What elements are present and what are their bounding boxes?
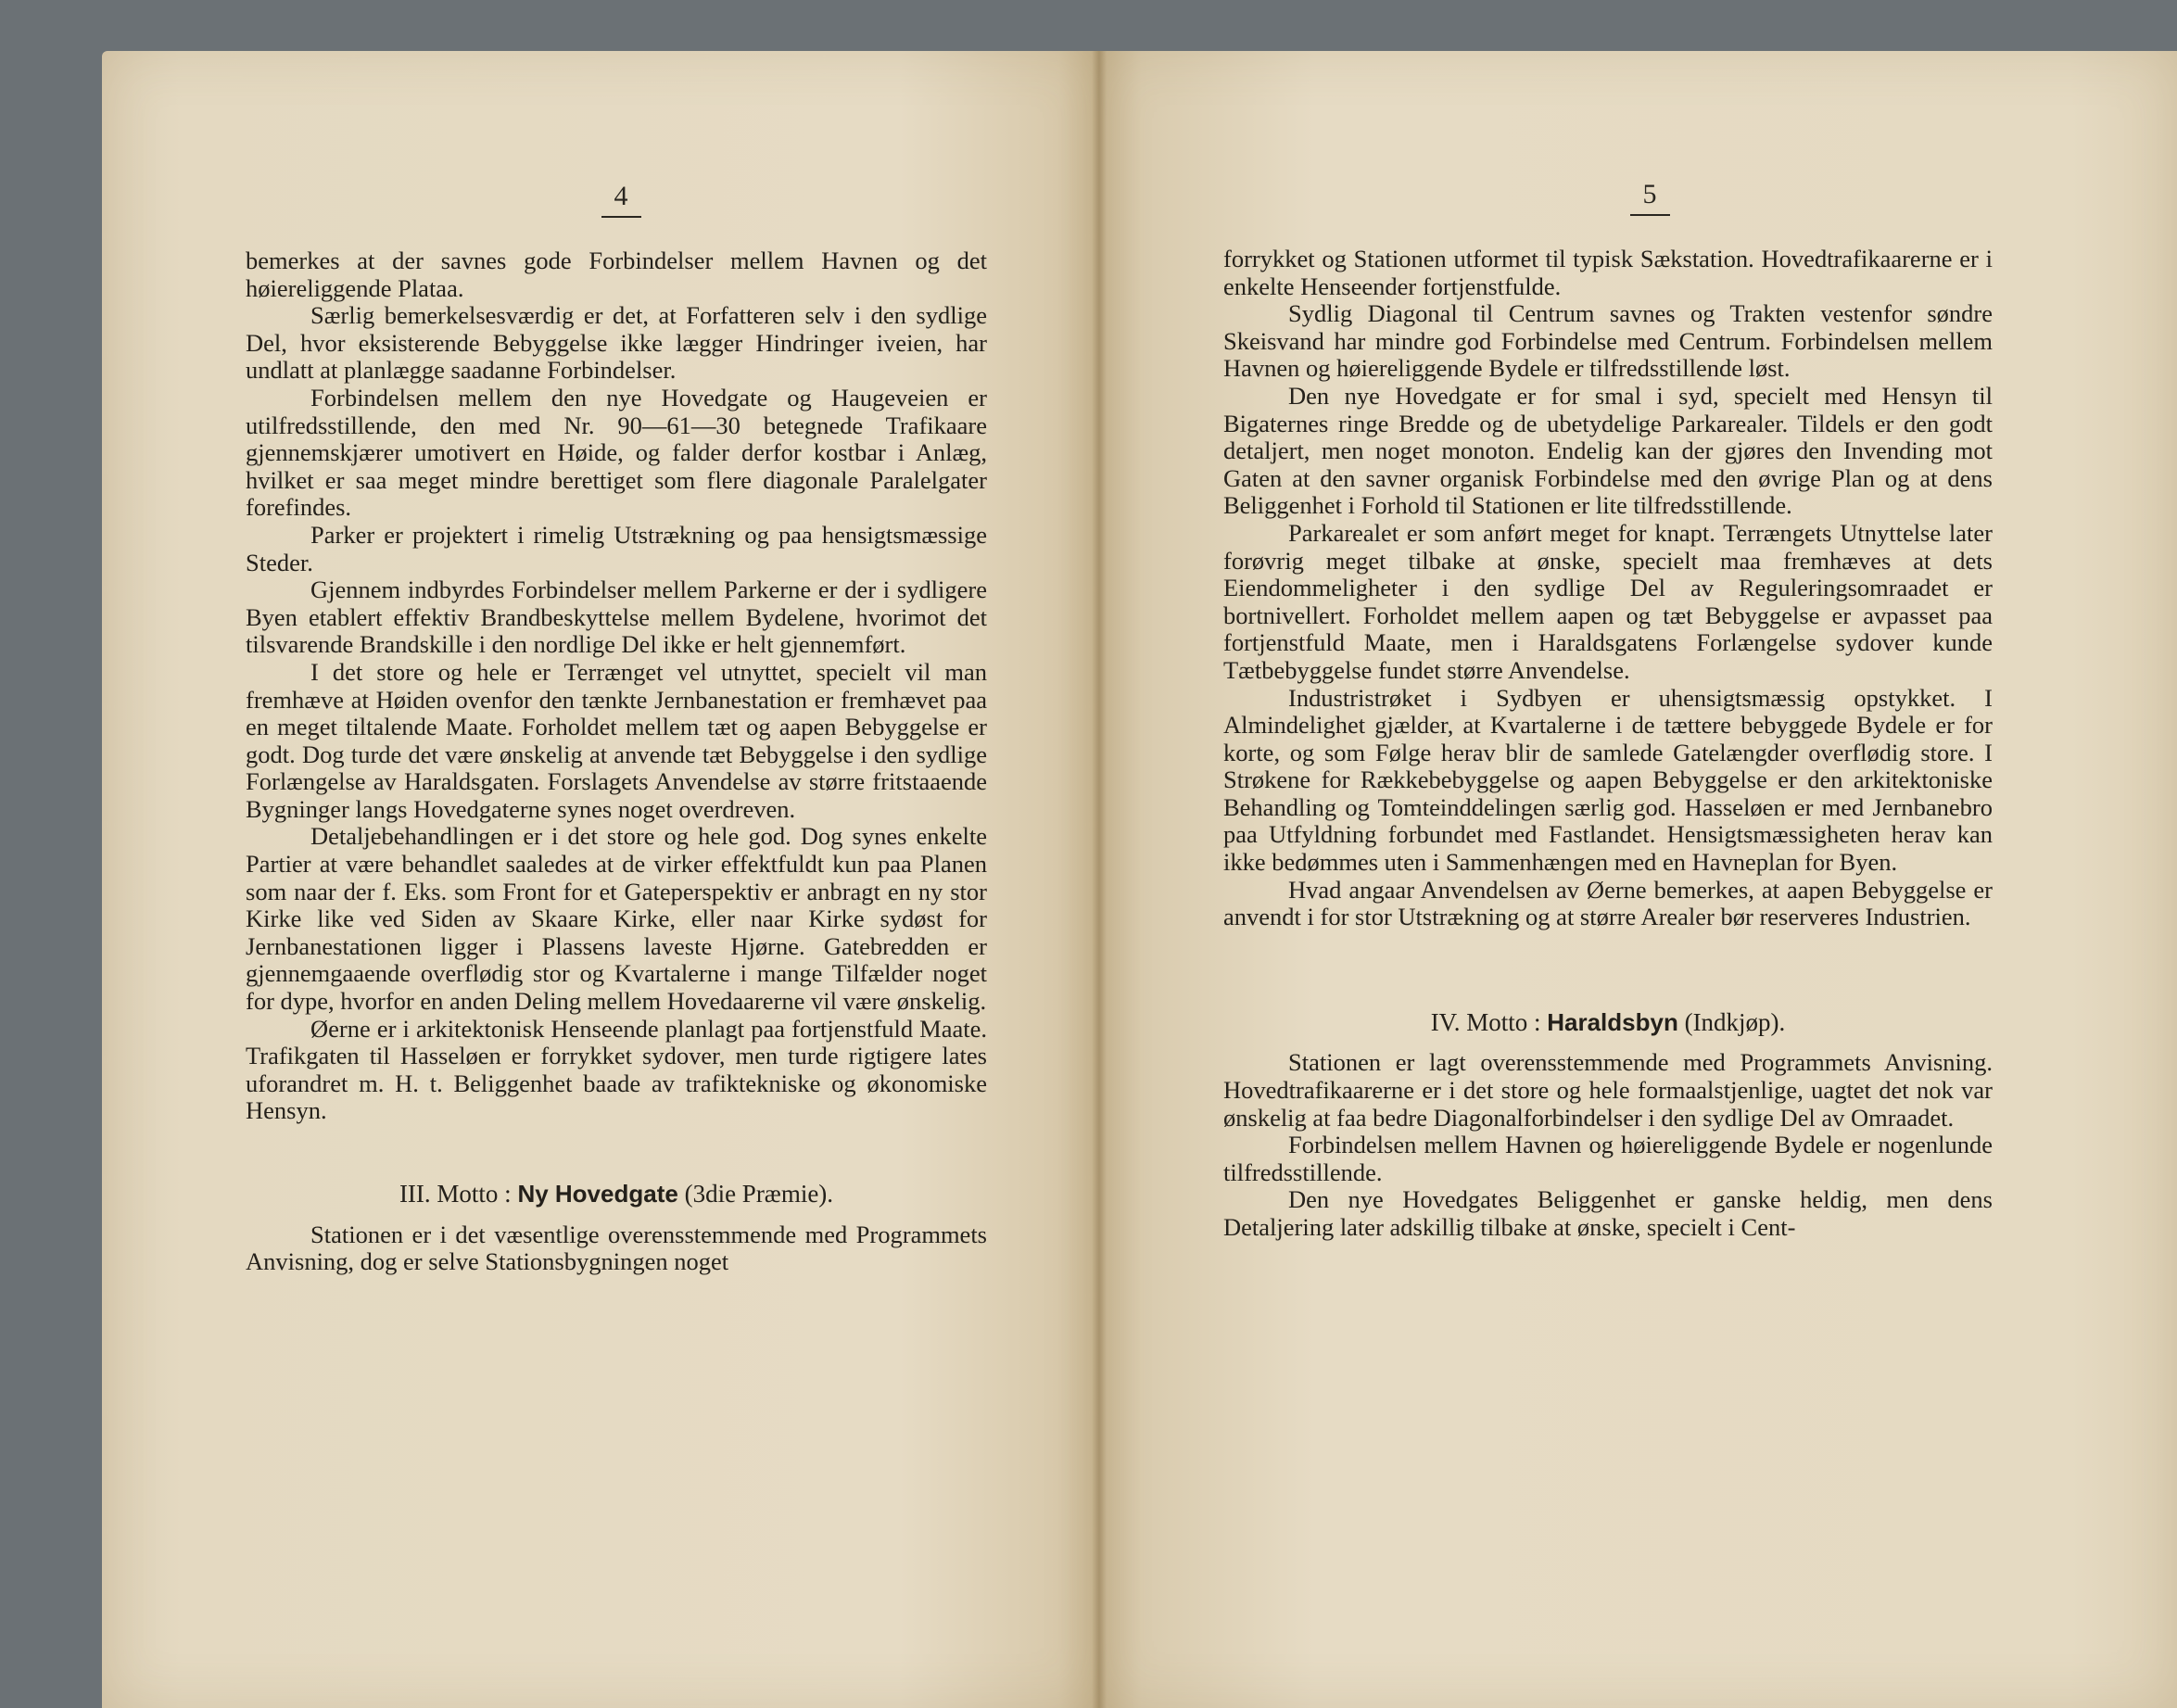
heading-suffix: (Indkjøp). — [1684, 1007, 1786, 1036]
paragraph: Parkarealet er som anført meget for knapt. Terrængets Utnyttelse later forøvrig meget tilbake at ønske, specielt maa fremhæves at dets Eiendommeligheter i den sydlige Del av Reguleringsomraadet er bortnivellert. Forholdet mellem aapen og tæt Bebyggelse er avpasset paa fortjenstfuld Maate, men i Haraldsgatens Forlængelse sydover kunde Tætbebyggelse fundet større Anvendelse. — [1223, 518, 1993, 684]
paragraph: Den nye Hovedgate er for smal i syd, specielt med Hensyn til Bigaternes ringe Bredde og de ubetydelige Parkarealer. Tildels er den godt detaljert, men noget monoton. Endelig kan der gjøres den Invending mot Gaten at den savner organisk Forbindelse med den øvrige Plan og at dens Beliggenhet i Forhold til Stationen er lite tilfredsstillende. — [1223, 381, 1993, 520]
paragraph: Stationen er lagt overensstemmende med Programmets Anvisning. Hovedtrafikaarerne er i det store og hele formaalstjenlige, uagtet det nok var ønskelig at faa bedre Diagonalforbindelser i den sydlige Del av Omraadet. — [1223, 1048, 1993, 1132]
paragraph: Gjennem indbyrdes Forbindelser mellem Parkerne er der i sydligere Byen etablert effektiv Brandbeskyttelse mellem Bydelene, hvorimot det tilsvarende Brandskille i den nordlige Del ikke er helt gjennemført. — [246, 576, 987, 659]
heading-prefix: IV. Motto : — [1430, 1007, 1541, 1036]
right-page-number: 5 — [1594, 179, 1705, 216]
paragraph: forrykket og Stationen utformet til typisk Sækstation. Hovedtrafikaarerne er i enkelte Henseender fortjenstfulde. — [1223, 245, 1993, 300]
open-booklet — [102, 51, 2177, 1708]
paragraph: I det store og hele er Terrænget vel utnyttet, specielt vil man fremhæve at Høiden ovenfor den tænkte Jernbanestation er fremhævet paa en meget tiltalende Maate. Forholdet mellem tæt og aapen Bebyggelse er godt. Dog turde det være ønskelig at anvende tæt Bebyggelse i den sydlige Forlængelse av Haraldsgaten. Forslagets Anvendelse av større fritstaaende Bygninger langs Hovedgaterne synes noget overdreven. — [246, 657, 987, 823]
paragraph: Parker er projektert i rimelig Utstrækning og paa hensigtsmæssige Steder. — [246, 520, 987, 576]
heading-suffix: (3die Præmie). — [684, 1180, 834, 1208]
paragraph: Detaljebehandlingen er i det store og hele god. Dog synes enkelte Partier at være behandlet saaledes at de virker effektfuldt kun paa Planen som naar der f. Eks. som Front for et Gateperspektiv er anbragt en ny stor Kirke like ved Siden av Skaare Kirke, eller naar Kirke sydøst for Jernbanestationen ligger i Plassens laveste Hjørne. Gatebredden er gjennemgaaende overflødig stor og Kvartalerne i mange Tilfælder noget for dype, hvorfor en anden Deling mellem Hovedaarerne vil være ønskelig. — [246, 822, 987, 1016]
paragraph: Stationen er i det væsentlige overensstemmende med Programmets Anvisning, dog er selve Stationsbygningen noget — [246, 1220, 987, 1276]
left-page-text — [246, 247, 987, 1276]
heading-prefix: III. Motto : — [399, 1180, 512, 1208]
section-heading-iv — [1223, 1009, 1993, 1037]
paragraph: Forbindelsen mellem den nye Hovedgate og Haugeveien er utilfredsstillende, den med Nr. 90—61—30 betegnede Trafikaare gjennemskjærer umotivert en Høide, og falder derfor kostbar i Anlæg, hvilket er saa meget mindre berettiget som flere diagonale Paralelgater forefindes. — [246, 383, 987, 522]
right-page-text — [1223, 246, 1993, 1242]
paragraph: Særlig bemerkelsesværdig er det, at Forfatteren selv i den sydlige Del, hvor eksisterende Bebyggelse ikke lægger Hindringer iveien, har undlatt at planlægge saadanne Forbindelser. — [246, 301, 987, 385]
paragraph: Sydlig Diagonal til Centrum savnes og Trakten vestenfor søndre Skeisvand har mindre god Forbindelse med Centrum. Forbindelsen mellem Havnen og høiereliggende Bydele er tilfredsstillende løst. — [1223, 299, 1993, 383]
left-page-number: 4 — [565, 181, 677, 218]
paragraph: Forbindelsen mellem Havnen og høiereliggende Bydele er nogenlunde tilfredsstillende. — [1223, 1131, 1993, 1186]
section-heading-iii — [246, 1181, 987, 1208]
paragraph: Øerne er i arkitektonisk Henseende planlagt paa fortjenstfuld Maate. Trafikgaten til Hasseløen er forrykket sydover, men turde rigtigere lates uforandret m. H. t. Beliggenhet baade av trafiktekniske og økonomiske Hensyn. — [246, 1014, 987, 1125]
motto-name: Ny Hovedgate — [517, 1180, 678, 1208]
paragraph: Hvad angaar Anvendelsen av Øerne bemerkes, at aapen Bebyggelse er anvendt i for stor Utstrækning og at større Arealer bør reserveres Industrien. — [1223, 875, 1993, 931]
motto-name: Haraldsbyn — [1547, 1007, 1678, 1036]
book-spine — [1092, 51, 1107, 1708]
paragraph: Industristrøket i Sydbyen er uhensigtsmæssig opstykket. I Almindelighet gjælder, at Kvartalerne i de tættere bebyggede Bydele er for korte, og som Følge herav blir de samlede Gatelængder overflødig store. I Strøkene for Rækkebebyggelse og aapen Bebyggelse er den arkitektoniske Behandling og Tomteinddelingen særlig god. Hasseløen er med Jernbanebro paa Utfyldning forbundet med Fastlandet. Hensigtsmæssigheten herav kan ikke bedømmes uten i Sammenhængen med en Havneplan for Byen. — [1223, 683, 1993, 877]
paragraph: Den nye Hovedgates Beliggenhet er ganske heldig, men dens Detaljering later adskillig tilbake at ønske, specielt i Cent- — [1223, 1185, 1993, 1241]
paragraph: bemerkes at der savnes gode Forbindelser mellem Havnen og det høiereliggende Plataa. — [246, 247, 987, 302]
